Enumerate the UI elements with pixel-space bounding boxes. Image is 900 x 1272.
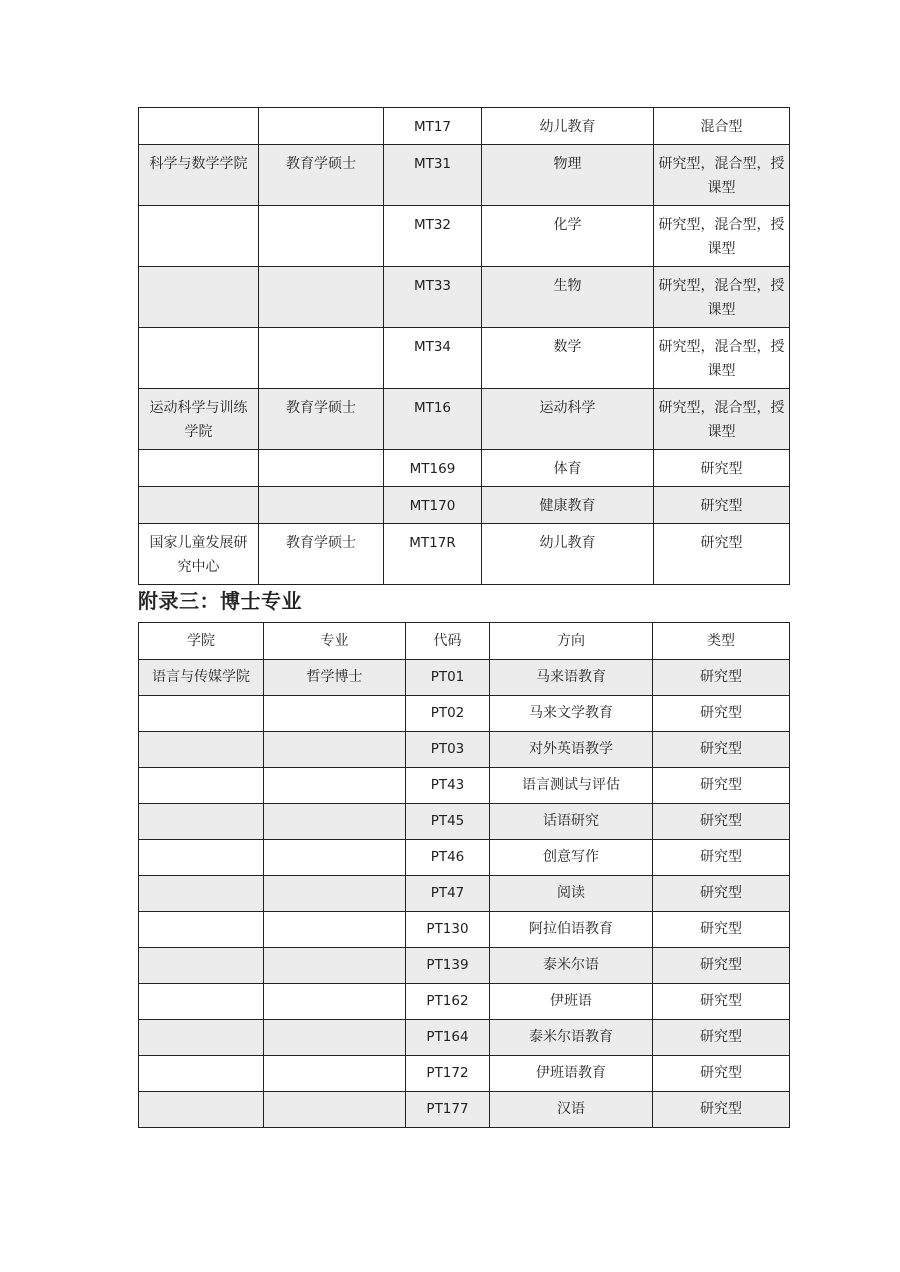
degree-cell <box>259 450 384 487</box>
code-cell: PT02 <box>406 696 490 732</box>
college-cell <box>139 840 264 876</box>
direction-cell: 生物 <box>482 267 654 328</box>
type-cell: 研究型 <box>654 524 790 585</box>
type-cell: 研究型 <box>653 840 790 876</box>
type-cell: 混合型 <box>654 108 790 145</box>
appendix-three-heading: 附录三：博士专业 <box>138 589 302 613</box>
code-cell: PT162 <box>406 984 490 1020</box>
major-cell <box>264 1020 406 1056</box>
table-row <box>139 840 790 876</box>
direction-cell: 伊班语 <box>490 984 653 1020</box>
college-cell <box>139 984 264 1020</box>
table-row <box>139 984 790 1020</box>
table-row <box>139 768 790 804</box>
direction-cell: 马来语教育 <box>490 660 653 696</box>
type-cell: 研究型 <box>653 660 790 696</box>
type-cell: 研究型 <box>653 912 790 948</box>
college-cell <box>139 804 264 840</box>
college-cell <box>139 1092 264 1128</box>
code-cell: PT46 <box>406 840 490 876</box>
college-cell <box>139 1020 264 1056</box>
direction-cell: 马来文学教育 <box>490 696 653 732</box>
code-cell: PT45 <box>406 804 490 840</box>
table-row <box>139 389 790 450</box>
header-type: 类型 <box>653 623 790 660</box>
college-cell <box>139 876 264 912</box>
header-code: 代码 <box>406 623 490 660</box>
code-cell: MT32 <box>384 206 482 267</box>
table-row <box>139 696 790 732</box>
direction-cell: 对外英语教学 <box>490 732 653 768</box>
code-cell: PT47 <box>406 876 490 912</box>
header-major: 专业 <box>264 623 406 660</box>
direction-cell: 物理 <box>482 145 654 206</box>
table-row <box>139 487 790 524</box>
table-row <box>139 328 790 389</box>
table-header-row <box>139 623 790 660</box>
code-cell: PT172 <box>406 1056 490 1092</box>
major-cell <box>264 984 406 1020</box>
table-row <box>139 948 790 984</box>
major-cell <box>264 912 406 948</box>
table-row <box>139 876 790 912</box>
table-row <box>139 206 790 267</box>
college-cell <box>139 487 259 524</box>
college-cell <box>139 696 264 732</box>
major-cell <box>264 732 406 768</box>
type-cell: 研究型 <box>653 876 790 912</box>
table-row <box>139 524 790 585</box>
table-row <box>139 267 790 328</box>
code-cell: PT139 <box>406 948 490 984</box>
code-cell: PT177 <box>406 1092 490 1128</box>
direction-cell: 汉语 <box>490 1092 653 1128</box>
direction-cell: 阅读 <box>490 876 653 912</box>
table-row <box>139 660 790 696</box>
direction-cell: 话语研究 <box>490 804 653 840</box>
college-cell <box>139 450 259 487</box>
direction-cell: 体育 <box>482 450 654 487</box>
college-cell: 科学与数学学院 <box>139 145 259 206</box>
type-cell: 研究型 <box>653 768 790 804</box>
college-cell <box>139 948 264 984</box>
table-row <box>139 732 790 768</box>
code-cell: PT01 <box>406 660 490 696</box>
college-cell: 国家儿童发展研究中心 <box>139 524 259 585</box>
code-cell: MT33 <box>384 267 482 328</box>
type-cell: 研究型，混合型，授课型 <box>654 328 790 389</box>
college-cell <box>139 108 259 145</box>
masters-programs-table <box>138 107 790 585</box>
doctoral-programs-table <box>138 622 790 1128</box>
major-cell <box>264 840 406 876</box>
college-cell <box>139 732 264 768</box>
college-cell: 运动科学与训练学院 <box>139 389 259 450</box>
direction-cell: 伊班语教育 <box>490 1056 653 1092</box>
type-cell: 研究型 <box>653 732 790 768</box>
degree-cell <box>259 487 384 524</box>
degree-cell <box>259 328 384 389</box>
type-cell: 研究型，混合型，授课型 <box>654 206 790 267</box>
college-cell <box>139 768 264 804</box>
degree-cell: 教育学硕士 <box>259 524 384 585</box>
type-cell: 研究型 <box>653 1056 790 1092</box>
type-cell: 研究型 <box>653 984 790 1020</box>
direction-cell: 化学 <box>482 206 654 267</box>
type-cell: 研究型，混合型，授课型 <box>654 145 790 206</box>
direction-cell: 健康教育 <box>482 487 654 524</box>
code-cell: MT17 <box>384 108 482 145</box>
type-cell: 研究型 <box>653 1092 790 1128</box>
table-row <box>139 108 790 145</box>
code-cell: MT170 <box>384 487 482 524</box>
table-row <box>139 1092 790 1128</box>
major-cell <box>264 1092 406 1128</box>
college-cell <box>139 206 259 267</box>
degree-cell: 教育学硕士 <box>259 389 384 450</box>
table-row <box>139 145 790 206</box>
direction-cell: 幼儿教育 <box>482 524 654 585</box>
direction-cell: 数学 <box>482 328 654 389</box>
college-cell <box>139 328 259 389</box>
type-cell: 研究型 <box>653 948 790 984</box>
code-cell: PT03 <box>406 732 490 768</box>
direction-cell: 幼儿教育 <box>482 108 654 145</box>
direction-cell: 泰米尔语 <box>490 948 653 984</box>
table-row <box>139 804 790 840</box>
major-cell <box>264 804 406 840</box>
major-cell <box>264 948 406 984</box>
degree-cell <box>259 206 384 267</box>
header-college: 学院 <box>139 623 264 660</box>
direction-cell: 泰米尔语教育 <box>490 1020 653 1056</box>
code-cell: PT43 <box>406 768 490 804</box>
type-cell: 研究型 <box>654 487 790 524</box>
table-row <box>139 450 790 487</box>
type-cell: 研究型 <box>653 1020 790 1056</box>
college-cell <box>139 1056 264 1092</box>
major-cell <box>264 1056 406 1092</box>
code-cell: PT130 <box>406 912 490 948</box>
direction-cell: 运动科学 <box>482 389 654 450</box>
code-cell: MT17R <box>384 524 482 585</box>
type-cell: 研究型，混合型，授课型 <box>654 389 790 450</box>
type-cell: 研究型 <box>654 450 790 487</box>
college-cell <box>139 267 259 328</box>
masters-table-body <box>139 108 790 585</box>
code-cell: PT164 <box>406 1020 490 1056</box>
direction-cell: 语言测试与评估 <box>490 768 653 804</box>
college-cell: 语言与传媒学院 <box>139 660 264 696</box>
major-cell <box>264 768 406 804</box>
major-cell <box>264 696 406 732</box>
degree-cell <box>259 267 384 328</box>
college-cell <box>139 912 264 948</box>
table-row <box>139 1020 790 1056</box>
code-cell: MT34 <box>384 328 482 389</box>
major-cell <box>264 876 406 912</box>
doctoral-table-body <box>139 660 790 1128</box>
code-cell: MT16 <box>384 389 482 450</box>
degree-cell <box>259 108 384 145</box>
code-cell: MT31 <box>384 145 482 206</box>
major-cell: 哲学博士 <box>264 660 406 696</box>
table-row <box>139 1056 790 1092</box>
degree-cell: 教育学硕士 <box>259 145 384 206</box>
code-cell: MT169 <box>384 450 482 487</box>
type-cell: 研究型 <box>653 804 790 840</box>
header-direction: 方向 <box>490 623 653 660</box>
type-cell: 研究型，混合型，授课型 <box>654 267 790 328</box>
direction-cell: 创意写作 <box>490 840 653 876</box>
type-cell: 研究型 <box>653 696 790 732</box>
direction-cell: 阿拉伯语教育 <box>490 912 653 948</box>
table-row <box>139 912 790 948</box>
